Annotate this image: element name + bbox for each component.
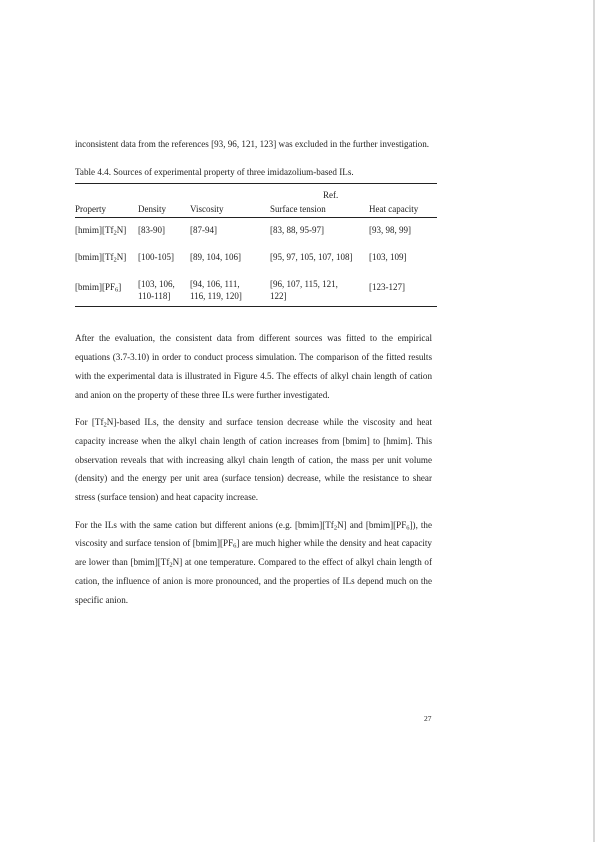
cell-density: [103, 106, 110-118] <box>138 279 175 301</box>
cell-heat-capacity: [93, 98, 99] <box>369 225 411 236</box>
cell-density: [100-105] <box>138 252 174 263</box>
cell-heat-capacity: [103, 109] <box>369 252 407 263</box>
table-header-row <box>75 201 437 218</box>
cell-surface-tension: [83, 88, 95-97] <box>270 225 324 236</box>
intro-paragraph: inconsistent data from the references [93, 96, 121, 123] was excluded in the further investigation. <box>75 139 430 149</box>
cell-density: [83-90] <box>138 225 165 236</box>
cell-viscosity: [89, 104, 106] <box>190 252 241 263</box>
paragraph-fitting: After the evaluation, the consistent data from different sources was fitted to the empirical equations (3.7-3.10) in order to conduct process simulation. The comparison of the fitted results with the experimental data is illustrated in Figure 4.5. The effects of alkyl chain length of cation and anion on the property of these three ILs were further investigated. <box>75 333 432 400</box>
ref-group-header: Ref. <box>323 189 339 200</box>
sources-table <box>75 183 437 307</box>
cell-surface-tension: [96, 107, 115, 121, 122] <box>270 279 338 301</box>
table-row <box>75 269 437 307</box>
paragraph-anion-effect: For the ILs with the same cation but different anions (e.g. $[bmim][Tf_2N]$ and $[bmim][PF_6]$), the viscosity and surface tension of $[bmim][PF_6]$ are much higher while the density and heat capacity are lower than $[bmim][Tf_2N]$ at one temperature. Compared to the effect of alkyl chain length of cation, the influence of anion is more pronounced, and the properties of ILs depend much on the specific anion. <box>75 519 432 605</box>
header-surface-tension: Surface tension <box>270 201 369 218</box>
table-caption: Table 4.4. Sources of experimental property of three imidazolium-based ILs. <box>75 166 354 177</box>
table-row <box>75 218 437 243</box>
cell-viscosity: [94, 106, 111, 116, 119, 120] <box>190 279 242 301</box>
paragraph-cation-effect: For $[Tf_2N]$-based ILs, the density and surface tension decrease while the viscosity and heat capacity increase when the alkyl chain length of cation increases from [bmim] to [hmim]. This observation reveals that with increasing alkyl chain length of cation, the mass per unit volume (density) and the energy per unit area (surface tension) decrease, while the resistance to shear stress (surface tension) and heat capacity increase. <box>75 417 432 503</box>
cell-property: $[bmim][PF_6]$ <box>75 282 122 294</box>
header-viscosity: Viscosity <box>190 201 270 218</box>
cell-viscosity: [87-94] <box>190 225 217 236</box>
document-page <box>75 135 432 609</box>
cell-heat-capacity: [123-127] <box>369 282 405 293</box>
header-density: Density <box>138 201 190 218</box>
page-number: 27 <box>424 714 432 723</box>
table-row <box>75 242 437 269</box>
cell-surface-tension: [95, 97, 105, 107, 108] <box>270 252 353 263</box>
header-property: Property <box>75 201 138 218</box>
header-heat-capacity: Heat capacity <box>369 201 437 218</box>
table-group-header-row <box>75 184 437 202</box>
cell-property: $[hmim][Tf_2N]$ <box>75 225 127 237</box>
cell-property: $[bmim][Tf_2N]$ <box>75 252 127 264</box>
